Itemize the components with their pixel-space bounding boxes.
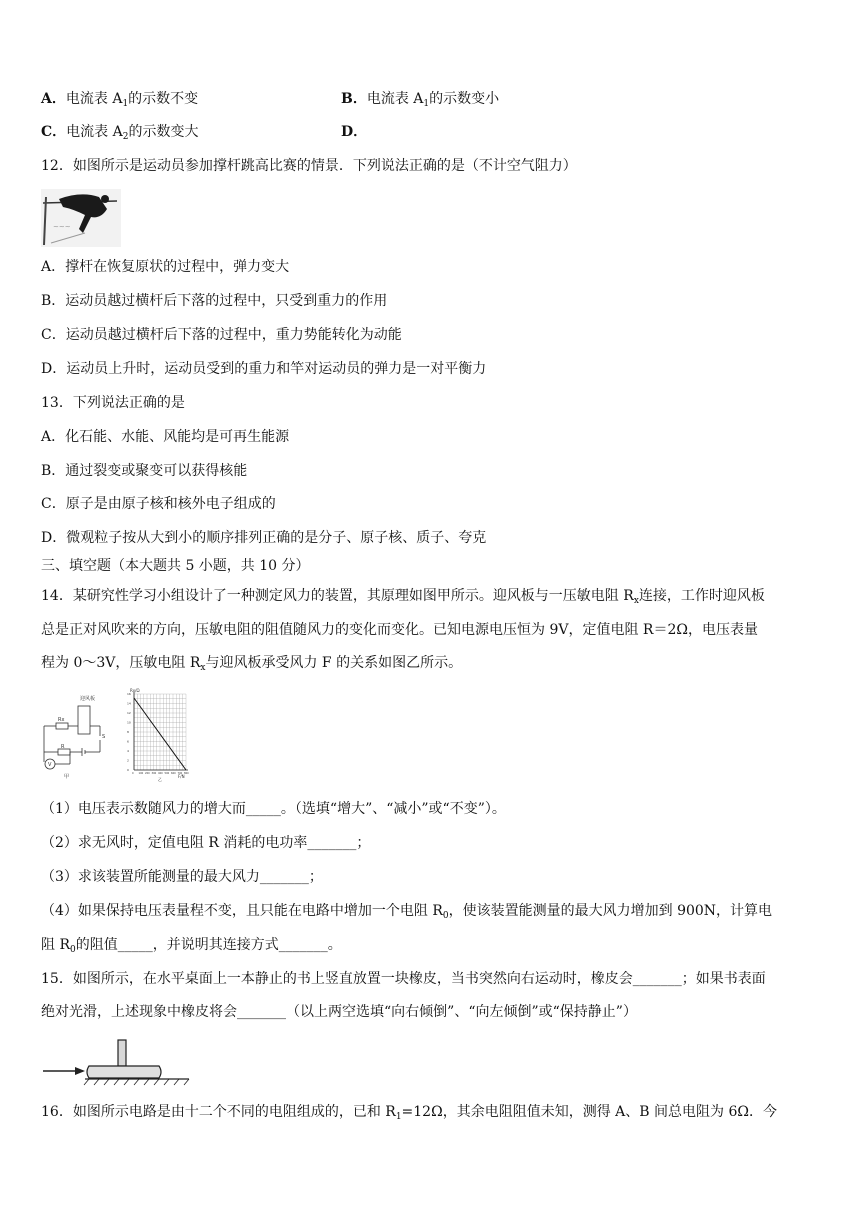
graph-x-tick: 500 [164,772,170,775]
q14-line-2: 总是正对风吹来的方向，压敏电阻的阻值随风力的变化而变化。已知电源电压恒为 9V，定值电阻 R＝2Ω，电压表量 [41,622,758,638]
q12-stem: 12．如图所示是运动员参加撑杆跳高比赛的情景．下列说法正确的是（不计空气阻力） [41,158,577,174]
q14-part-2: （2）求无风时，定值电阻 R 消耗的电功率_______； [41,835,371,851]
graph-x-tick: 600 [171,772,176,775]
graph-x-tick: 100 [138,772,144,775]
graph-x-tick: 400 [158,772,163,775]
q12-option-b: B．运动员越过横杆后下落的过程中，只受到重力的作用 [41,293,388,309]
q16-line-1: 16．如图所示电路是由十二个不同的电阻组成的，已和 $R_1=12\Omega$，其余电阻阻值未知，测得 A、B 间总电阻为 6Ω．今 [41,1104,777,1122]
graph-x-tick: 800 [184,772,189,775]
q11-option-b: B．电流表 $A_1$的示数变小 [341,91,500,109]
graph-y-tick: 16 [127,692,131,697]
q12-option-c: C．运动员越过横杆后下落的过程中，重力势能转化为动能 [41,327,402,343]
q14-part-3: （3）求该装置所能测量的最大风力_______； [41,869,323,885]
q15-line-1: 15．如图所示，在水平桌面上一本静止的书上竖直放置一块橡皮，当书突然向右运动时，橡皮会_______；如果书表面 [41,971,766,987]
circuit-label-v: V [48,762,52,768]
graph-x-tick: 700 [177,772,183,775]
graph-y-tick: 12 [127,711,131,716]
q13-option-a: A．化石能、水能、风能均是可再生能源 [41,429,290,445]
graph-x-tick: 0 [132,772,134,775]
graph-x-axis-label: F/N [178,774,185,779]
graph-y-tick: 4 [127,749,129,754]
graph-y-tick: 14 [127,701,131,706]
graph-y-tick: 8 [127,730,129,735]
circuit-label-board: 迎风板 [80,696,96,702]
graph-x-tick: 200 [145,772,150,775]
q14-line-1: 14．某研究性学习小组设计了一种测定风力的装置，其原理如图甲所示。迎风板与一压敏电阻 $R_x$连接，工作时迎风板 [41,588,765,606]
q14-part-4: （4）如果保持电压表量程不变，且只能在电路中增加一个电阻 $R_0$，使该装置能测量的最大风力增加到 900N，计算电 [41,903,773,921]
q14-figure [38,686,190,782]
graph-y-tick: 6 [127,739,129,744]
svg-text:~~~: ~~~ [53,223,71,231]
circuit-label-jia: 甲 [64,774,70,780]
circuit-diagram [44,706,100,769]
q14-part-1: （1）电压表示数随风力的增大而_____。（选填“增大”、“减小”或“不变”）。 [41,801,506,817]
q13-option-c: C．原子是由原子核和核外电子组成的 [41,496,276,512]
q14-part-4-cont: 阻 $R_0$的阻值_____，并说明其连接方式_______。 [41,937,342,955]
circuit-label-s: S [102,734,106,740]
graph-y-tick: 0 [127,768,129,773]
q14-line-3: 程为 0～3V，压敏电阻 $R_x$与迎风板承受风力 F 的关系如图乙所示。 [41,655,463,673]
q13-option-d: D．微观粒子按从大到小的顺序排列正确的是分子、原子核、质子、夸克 [41,530,487,546]
q13-stem: 13．下列说法正确的是 [41,395,185,411]
book-eraser-figure [41,1038,191,1086]
circuit-label-r: R [61,744,65,750]
graph-y-tick: 10 [127,720,131,725]
graph-y-axis-label: Rx/Ω [130,688,140,693]
q11-option-a: A．电流表 $A_1$的示数不变 [41,91,199,109]
q12-option-d: D．运动员上升时，运动员受到的重力和竿对运动员的弹力是一对平衡力 [41,361,487,377]
q11-option-c: C．电流表 $A_2$的示数变大 [41,124,199,142]
circuit-label-rx: Rx [58,717,65,723]
q15-line-2: 绝对光滑，上述现象中橡皮将会_______（以上两空选填“向右倾倒”、“向左倾倒”或“保持静止”） [41,1004,637,1020]
graph-y-tick: 2 [127,758,129,763]
q13-option-b: B．通过裂变或聚变可以获得核能 [41,463,248,479]
q11-option-d: D． [341,124,368,140]
graph-label-yi: 乙 [158,777,162,782]
section-heading: 三、填空题（本大题共 5 小题，共 10 分） [41,558,310,574]
rx-force-graph [130,688,188,782]
graph-x-tick: 300 [151,772,157,775]
q12-option-a: A．撑杆在恢复原状的过程中，弹力变大 [41,259,290,275]
pole-vault-figure [41,189,121,247]
